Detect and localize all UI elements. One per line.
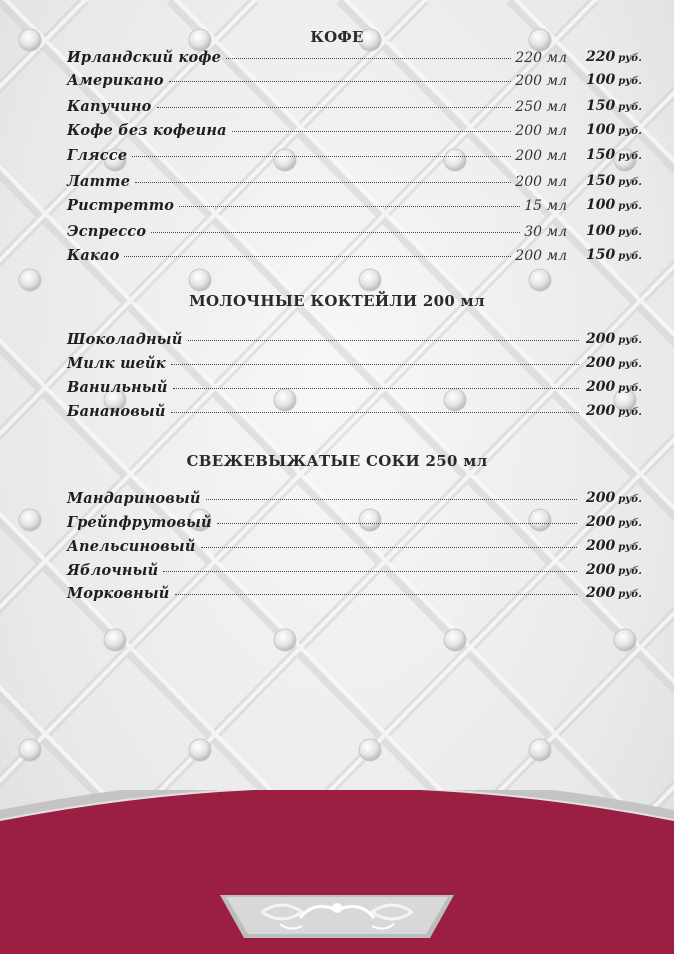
menu-item-price — [586, 147, 642, 163]
menu-item-price — [586, 490, 642, 506]
menu-item-price — [586, 72, 642, 88]
price-currency: руб. — [618, 335, 642, 346]
dot-leader — [217, 523, 577, 524]
dot-leader — [135, 182, 511, 183]
price-value: 150 — [586, 247, 616, 263]
menu-item — [67, 49, 642, 69]
section-title-coffee: КОФЕ — [310, 28, 364, 46]
price-value: 100 — [586, 122, 616, 138]
menu-item — [67, 173, 642, 193]
price-currency: руб. — [618, 542, 642, 553]
price-currency: руб. — [618, 53, 642, 64]
quilt-button — [529, 739, 551, 761]
menu-item-price — [586, 98, 642, 114]
dot-leader — [169, 81, 512, 82]
menu-item-price — [586, 247, 642, 263]
price-currency: руб. — [618, 518, 642, 529]
dot-leader — [173, 388, 579, 389]
menu-item-volume: 30 мл — [524, 224, 567, 240]
quilt-button — [189, 269, 211, 291]
price-currency: руб. — [618, 494, 642, 505]
menu-item-volume: 200 мл — [515, 123, 567, 139]
menu-item-price — [586, 173, 642, 189]
price-currency: руб. — [618, 177, 642, 188]
menu-item-name: Американо — [67, 72, 164, 89]
price-currency: руб. — [618, 76, 642, 87]
dot-leader — [171, 412, 579, 413]
menu-item-price — [586, 355, 642, 371]
menu-item — [67, 514, 642, 534]
menu-item — [67, 403, 642, 423]
menu-item-volume: 200 мл — [515, 73, 567, 89]
footer-ornament-band — [0, 790, 674, 954]
menu-item-volume: 220 мл — [515, 50, 567, 66]
menu-item-name: Апельсиновый — [67, 538, 196, 555]
price-value: 200 — [586, 355, 616, 371]
quilt-button — [614, 629, 636, 651]
menu-item — [67, 247, 642, 267]
menu-item — [67, 197, 642, 217]
price-currency: руб. — [618, 589, 642, 600]
menu-item — [67, 147, 642, 167]
menu-item-name: Грейпфрутовый — [67, 514, 212, 531]
menu-item-price — [586, 538, 642, 554]
menu-item — [67, 122, 642, 142]
dot-leader — [179, 206, 520, 207]
dot-leader — [175, 594, 577, 595]
menu-item — [67, 72, 642, 92]
price-value: 200 — [586, 538, 616, 554]
price-currency: руб. — [618, 102, 642, 113]
menu-item-name: Кофе без кофеина — [67, 122, 227, 139]
price-currency: руб. — [618, 201, 642, 212]
quilt-button — [359, 269, 381, 291]
menu-item-name: Морковный — [67, 585, 170, 602]
menu-item-name: Банановый — [67, 403, 166, 420]
quilt-button — [104, 629, 126, 651]
price-currency: руб. — [618, 566, 642, 577]
menu-item-volume: 200 мл — [515, 174, 567, 190]
menu-item-name: Какао — [67, 247, 120, 264]
menu-item — [67, 331, 642, 351]
menu-item-volume: 250 мл — [515, 99, 567, 115]
menu-item-name: Латте — [67, 173, 131, 190]
price-currency: руб. — [618, 251, 642, 262]
menu-item-name: Гляссе — [67, 147, 128, 164]
dot-leader — [226, 58, 511, 59]
quilt-button — [19, 509, 41, 531]
price-value: 150 — [586, 173, 616, 189]
dot-leader — [124, 256, 511, 257]
menu-item-name: Яблочный — [67, 562, 159, 579]
menu-item — [67, 379, 642, 399]
menu-item — [67, 98, 642, 118]
menu-item-name: Милк шейк — [67, 355, 166, 372]
price-value: 150 — [586, 98, 616, 114]
menu-item-volume: 200 мл — [515, 148, 567, 164]
menu-item-price — [586, 197, 642, 213]
quilt-button — [189, 739, 211, 761]
dot-leader — [171, 364, 579, 365]
menu-item-price — [586, 403, 642, 419]
section-title-milkshakes: МОЛОЧНЫЕ КОКТЕЙЛИ 200 мл — [189, 292, 485, 310]
price-value: 200 — [586, 514, 616, 530]
quilt-button — [19, 269, 41, 291]
menu-item — [67, 355, 642, 375]
menu-item-price — [586, 49, 642, 65]
price-currency: руб. — [618, 383, 642, 394]
flourish-ornament — [220, 895, 454, 938]
price-value: 200 — [586, 490, 616, 506]
menu-item — [67, 538, 642, 558]
quilt-button — [529, 269, 551, 291]
menu-item-name: Шоколадный — [67, 331, 183, 348]
dot-leader — [151, 232, 520, 233]
menu-item-volume: 200 мл — [515, 248, 567, 264]
price-currency: руб. — [618, 359, 642, 370]
menu-item-price — [586, 379, 642, 395]
menu-item-price — [586, 122, 642, 138]
menu-item-volume: 15 мл — [524, 198, 567, 214]
menu-item-name: Эспрессо — [67, 223, 147, 240]
dot-leader — [188, 340, 579, 341]
menu-item-price — [586, 223, 642, 239]
quilt-button — [359, 739, 381, 761]
dot-leader — [206, 499, 577, 500]
menu-item-price — [586, 331, 642, 347]
menu-item — [67, 490, 642, 510]
price-value: 200 — [586, 585, 616, 601]
menu-item-price — [586, 585, 642, 601]
price-value: 200 — [586, 379, 616, 395]
dot-leader — [157, 107, 512, 108]
menu-item-name: Ристретто — [67, 197, 175, 214]
menu-item-price — [586, 514, 642, 530]
price-currency: руб. — [618, 227, 642, 238]
price-value: 100 — [586, 72, 616, 88]
quilt-button — [19, 739, 41, 761]
menu-item-name: Ирландский кофе — [67, 49, 222, 66]
price-value: 150 — [586, 147, 616, 163]
price-currency: руб. — [618, 151, 642, 162]
price-value: 200 — [586, 403, 616, 419]
quilt-button — [274, 629, 296, 651]
dot-leader — [163, 571, 577, 572]
menu-item — [67, 585, 642, 605]
price-value: 200 — [586, 331, 616, 347]
price-value: 100 — [586, 223, 616, 239]
quilt-button — [444, 629, 466, 651]
menu-item-name: Ванильный — [67, 379, 168, 396]
dot-leader — [201, 547, 577, 548]
price-value: 100 — [586, 197, 616, 213]
price-value: 220 — [586, 49, 616, 65]
section-title-juices: СВЕЖЕВЫЖАТЫЕ СОКИ 250 мл — [186, 452, 488, 470]
menu-item-price — [586, 562, 642, 578]
price-currency: руб. — [618, 407, 642, 418]
price-currency: руб. — [618, 126, 642, 137]
dot-leader — [232, 131, 512, 132]
menu-item-name: Капучино — [67, 98, 152, 115]
menu-item — [67, 223, 642, 243]
dot-leader — [132, 156, 511, 157]
price-value: 200 — [586, 562, 616, 578]
menu-item — [67, 562, 642, 582]
menu-item-name: Мандариновый — [67, 490, 201, 507]
